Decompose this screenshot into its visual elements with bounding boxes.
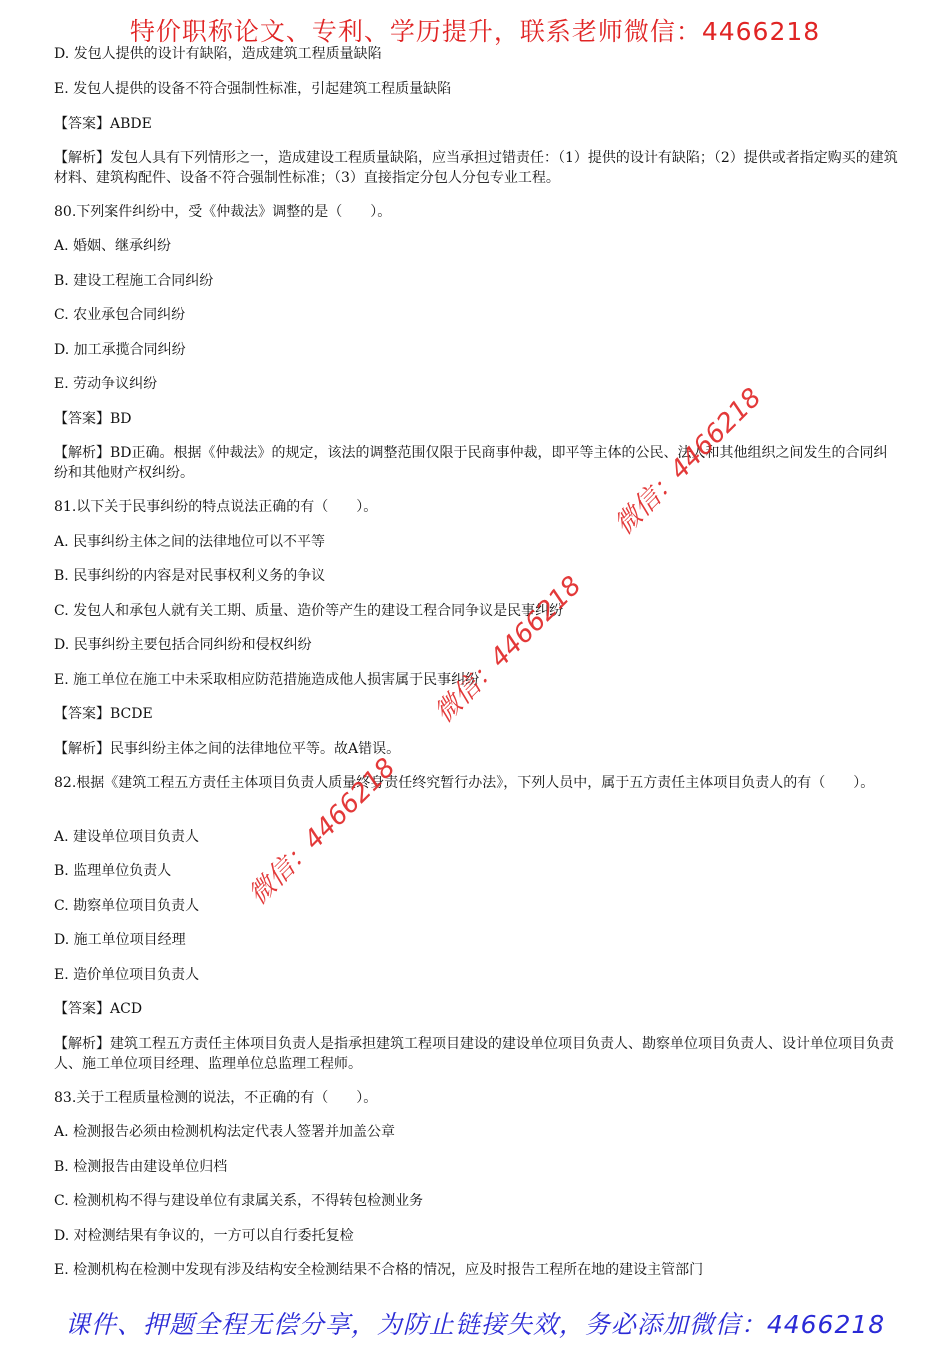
option-a-q80: A. 婚姻、继承纠纷 — [54, 238, 172, 254]
question-82: 82.根据《建筑工程五方责任主体项目负责人质量终身责任终究暂行办法》，下列人员中，属于五方责任主体项目负责人的有（ ）。 — [54, 775, 875, 791]
top-banner: 特价职称论文、专利、学历提升，联系老师微信：4466218 — [129, 17, 821, 46]
answer-q82: 【答案】ACD — [54, 1001, 143, 1017]
option-d-q80: D. 加工承揽合同纠纷 — [54, 342, 186, 358]
option-c-q82: C. 勘察单位项目负责人 — [54, 898, 200, 914]
option-e-q83: E. 检测机构在检测中发现有涉及结构安全检测结果不合格的情况，应及时报告工程所在地的建设主管部门 — [54, 1262, 704, 1278]
option-e-q82: E. 造价单位项目负责人 — [54, 967, 200, 983]
option-b-q80: B. 建设工程施工合同纠纷 — [54, 273, 214, 289]
option-b-q82: B. 监理单位负责人 — [54, 863, 172, 879]
option-c-q81: C. 发包人和承包人就有关工期、质量、造价等产生的建设工程合同争议是民事纠纷 — [54, 603, 564, 619]
explanation-q82: 【解析】建筑工程五方责任主体项目负责人是指承担建筑工程项目建设的建设单位项目负责人、勘察单位项目负责人、设计单位项目负责人、施工单位项目经理、监理单位总监理工程师。 — [54, 1036, 894, 1072]
option-a-q82: A. 建设单位项目负责人 — [54, 829, 200, 845]
option-b-q81: B. 民事纠纷的内容是对民事权利义务的争议 — [54, 568, 326, 584]
watermark: 微信：4466218 — [609, 382, 768, 541]
option-e-q80: E. 劳动争议纠纷 — [54, 376, 158, 392]
watermark: 微信：4466218 — [243, 752, 402, 911]
watermark: 微信：4466218 — [429, 570, 588, 729]
question-83: 83.关于工程质量检测的说法，不正确的有（ ）。 — [54, 1090, 378, 1106]
answer-q81: 【答案】BCDE — [54, 706, 153, 722]
bottom-banner: 课件、押题全程无偿分享，为防止链接失效，务必添加微信：4466218 — [64, 1310, 886, 1339]
option-c-q80: C. 农业承包合同纠纷 — [54, 307, 186, 323]
option-b-q83: B. 检测报告由建设单位归档 — [54, 1159, 228, 1175]
answer-q80: 【答案】BD — [54, 411, 132, 427]
option-e-q79: E. 发包人提供的设备不符合强制性标准，引起建筑工程质量缺陷 — [54, 81, 452, 97]
option-c-q83: C. 检测机构不得与建设单位有隶属关系，不得转包检测业务 — [54, 1193, 424, 1209]
option-a-q83: A. 检测报告必须由检测机构法定代表人签署并加盖公章 — [54, 1124, 396, 1140]
option-d-q79: D. 发包人提供的设计有缺陷，造成建筑工程质量缺陷 — [54, 46, 382, 62]
explanation-q81: 【解析】民事纠纷主体之间的法律地位平等。故A错误。 — [54, 741, 401, 757]
question-81: 81.以下关于民事纠纷的特点说法正确的有（ ）。 — [54, 499, 378, 515]
explanation-q80: 【解析】BD正确。根据《仲裁法》的规定，该法的调整范围仅限于民商事仲裁，即平等主体的公民、法人和其他组织之间发生的合同纠纷和其他财产权纠纷。 — [54, 445, 888, 481]
explanation-q79: 【解析】发包人具有下列情形之一，造成建设工程质量缺陷，应当承担过错责任：（1）提供的设计有缺陷；（2）提供或者指定购买的建筑材料、建筑构配件、设备不符合强制性标准；（3）直接指定分包人分包专业工程。 — [54, 150, 898, 186]
option-d-q81: D. 民事纠纷主要包括合同纠纷和侵权纠纷 — [54, 637, 312, 653]
answer-q79: 【答案】ABDE — [54, 116, 152, 132]
option-e-q81: E. 施工单位在施工中未采取相应防范措施造成他人损害属于民事纠纷 — [54, 672, 480, 688]
option-a-q81: A. 民事纠纷主体之间的法律地位可以不平等 — [54, 534, 326, 550]
question-80: 80.下列案件纠纷中，受《仲裁法》调整的是（ ）。 — [54, 204, 392, 220]
option-d-q82: D. 施工单位项目经理 — [54, 932, 186, 948]
option-d-q83: D. 对检测结果有争议的，一方可以自行委托复检 — [54, 1228, 354, 1244]
